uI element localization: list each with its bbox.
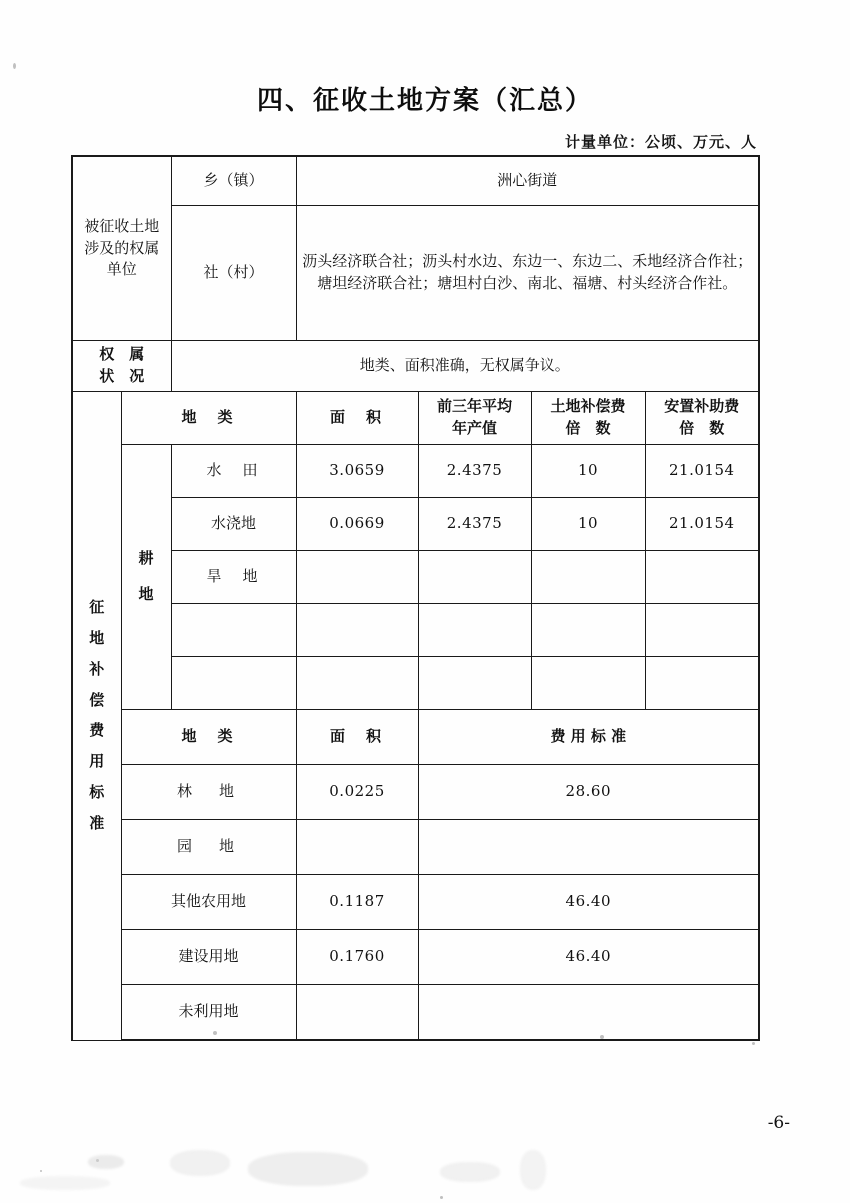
cell-land-type: 其他农用地 bbox=[121, 875, 296, 930]
township-value: 洲心街道 bbox=[296, 156, 759, 206]
cell-area: 3.0659 bbox=[296, 445, 418, 498]
cell-resettle-multiple bbox=[645, 551, 759, 604]
cell-land-type: 园 地 bbox=[121, 820, 296, 875]
ownership-status-label bbox=[72, 341, 171, 392]
cell-avg-output: 2.4375 bbox=[418, 445, 531, 498]
cell-land-type: 水浇地 bbox=[171, 498, 296, 551]
cell-fee-standard bbox=[418, 820, 759, 875]
vertical-label-char-5: 用 bbox=[89, 752, 105, 770]
cell-area: 0.1760 bbox=[296, 930, 418, 985]
header-land-type-group1: 地 类 bbox=[121, 392, 296, 445]
cell-land-comp-multiple bbox=[531, 551, 645, 604]
cell-avg-output bbox=[418, 604, 531, 657]
vertical-label-char-7: 准 bbox=[89, 813, 105, 832]
compensation-standard-vertical-label bbox=[72, 392, 121, 1041]
table-row-township bbox=[72, 156, 759, 206]
cell-resettle-multiple: 21.0154 bbox=[645, 498, 759, 551]
cultivated-label-char-1: 地 bbox=[138, 585, 154, 603]
ownership-status-value: 地类、面积准确，无权属争议。 bbox=[171, 341, 759, 392]
table-row-forest-land bbox=[72, 765, 759, 820]
header-resettle-line1: 安置补助费 bbox=[664, 397, 740, 416]
cultivated-land-vertical-label bbox=[121, 445, 171, 710]
page-number: -6- bbox=[767, 1113, 790, 1133]
header-area-group1: 面 积 bbox=[296, 392, 418, 445]
table-row-irrigated-land bbox=[72, 498, 759, 551]
cultivated-label-char-0: 耕 bbox=[138, 549, 154, 568]
cell-land-type: 水 田 bbox=[171, 445, 296, 498]
table-row-garden-land bbox=[72, 820, 759, 875]
cell-land-comp-multiple bbox=[531, 604, 645, 657]
vertical-label-char-3: 偿 bbox=[89, 690, 105, 709]
cell-land-comp-multiple: 10 bbox=[531, 498, 645, 551]
header-fee-standard: 费 用 标 准 bbox=[418, 710, 759, 765]
page-title: 四、征收土地方案（汇总） bbox=[256, 86, 593, 116]
table-row-unused-land bbox=[72, 985, 759, 1041]
header-land-comp-line1: 土地补偿费 bbox=[550, 397, 626, 416]
vertical-label-char-0: 征 bbox=[89, 598, 105, 617]
vertical-label-char-1: 地 bbox=[89, 629, 105, 647]
cell-land-type bbox=[171, 657, 296, 710]
vertical-label-char-4: 费 bbox=[89, 721, 105, 740]
header-avg-output-line1: 前三年平均 bbox=[437, 397, 513, 416]
header-land-comp-line2: 倍 数 bbox=[565, 419, 611, 437]
village-label: 社（村） bbox=[171, 206, 296, 341]
header-land-type-group2: 地 类 bbox=[121, 710, 296, 765]
table-header-row-group1 bbox=[72, 392, 759, 445]
table-row-dry-land bbox=[72, 551, 759, 604]
cell-area bbox=[296, 657, 418, 710]
cell-area bbox=[296, 820, 418, 875]
cell-resettle-multiple: 21.0154 bbox=[645, 445, 759, 498]
cell-avg-output bbox=[418, 551, 531, 604]
cell-land-type: 林 地 bbox=[121, 765, 296, 820]
cell-land-type: 建设用地 bbox=[121, 930, 296, 985]
table-header-row-group2 bbox=[72, 710, 759, 765]
header-resettle-line2: 倍 数 bbox=[679, 419, 725, 437]
table-row-blank bbox=[72, 604, 759, 657]
cell-land-type bbox=[171, 604, 296, 657]
table-row-blank bbox=[72, 657, 759, 710]
village-value: 沥头经济联合社；沥头村水边、东边一、东边二、禾地经济合作社；塘坦经济联合社；塘坦村白沙、南北、福塘、村头经济合作社。 bbox=[296, 206, 759, 341]
cell-fee-standard: 46.40 bbox=[418, 875, 759, 930]
header-area-group2: 面 积 bbox=[296, 710, 418, 765]
ownership-units-row-label: 被征收土地涉及的权属单位 bbox=[72, 156, 171, 341]
cell-resettle-multiple bbox=[645, 604, 759, 657]
header-avg-output-line2: 年产值 bbox=[452, 419, 498, 437]
ownership-status-label-line2: 状 况 bbox=[99, 367, 145, 385]
table-row-construction-land bbox=[72, 930, 759, 985]
land-acquisition-table bbox=[71, 155, 758, 1041]
table-row-other-agricultural-land bbox=[72, 875, 759, 930]
cell-fee-standard: 46.40 bbox=[418, 930, 759, 985]
cell-fee-standard bbox=[418, 985, 759, 1041]
cell-area bbox=[296, 985, 418, 1041]
vertical-label-char-2: 补 bbox=[89, 659, 105, 678]
header-resettlement-multiple bbox=[645, 392, 759, 445]
header-avg-output bbox=[418, 392, 531, 445]
cell-land-comp-multiple bbox=[531, 657, 645, 710]
cell-area: 0.0669 bbox=[296, 498, 418, 551]
cell-area bbox=[296, 551, 418, 604]
cell-area bbox=[296, 604, 418, 657]
cell-area: 0.0225 bbox=[296, 765, 418, 820]
cell-land-comp-multiple: 10 bbox=[531, 445, 645, 498]
table-row-village bbox=[72, 206, 759, 341]
cell-avg-output bbox=[418, 657, 531, 710]
cell-land-type: 未利用地 bbox=[121, 985, 296, 1041]
header-land-compensation-multiple bbox=[531, 392, 645, 445]
ownership-status-label-line1: 权 属 bbox=[99, 345, 145, 364]
cell-land-type: 旱 地 bbox=[171, 551, 296, 604]
measurement-unit-note: 计量单位：公顷、万元、人 bbox=[564, 133, 757, 151]
cell-area: 0.1187 bbox=[296, 875, 418, 930]
table-row-paddy-field bbox=[72, 445, 759, 498]
cell-resettle-multiple bbox=[645, 657, 759, 710]
cell-fee-standard: 28.60 bbox=[418, 765, 759, 820]
township-label: 乡（镇） bbox=[171, 156, 296, 206]
cell-avg-output: 2.4375 bbox=[418, 498, 531, 551]
table-row-ownership-status bbox=[72, 341, 759, 392]
vertical-label-char-6: 标 bbox=[89, 782, 105, 801]
